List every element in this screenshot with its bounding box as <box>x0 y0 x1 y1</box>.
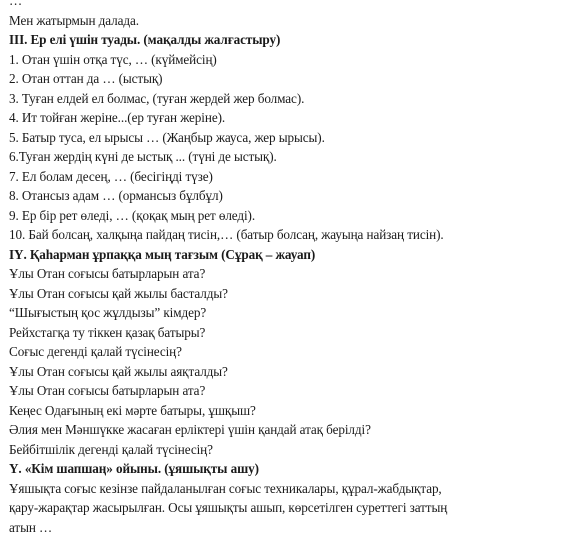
question-item: Кеңес Одағының екі мәрте батыры, ұшқыш? <box>9 401 565 421</box>
proverb-item: 10. Бай болсаң, халқыңа пайдаң тисін,… (батыр болсаң, жауыңа найзаң тисін). <box>9 225 565 245</box>
question-item: Соғыс дегенді қалай түсінесің? <box>9 342 565 362</box>
proverb-item: 3. Туған елдей ел болмас, (туған жердей жер болмас). <box>9 89 565 109</box>
section4-heading: ІҮ. Қаһарман ұрпаққа мың тағзым (Сұрақ – жауап) <box>9 245 565 265</box>
question-item: Ұлы Отан соғысы батырларын ата? <box>9 264 565 284</box>
proverb-item: 7. Ел болам десең, … (бесігіңді түзе) <box>9 167 565 187</box>
question-item: Рейхстагқа ту тіккен қазақ батыры? <box>9 323 565 343</box>
proverb-item: 5. Батыр туса, ел ырысы … (Жаңбыр жауса, жер ырысы). <box>9 128 565 148</box>
question-item: Ұлы Отан соғысы батырларын ата? <box>9 381 565 401</box>
section3-list <box>9 50 565 245</box>
section3-heading: III. Ер елі үшін туады. (мақалды жалғастыру) <box>9 30 565 50</box>
question-item: Әлия мен Мәншүкке жасаған ерліктері үшін қандай атақ берілді? <box>9 420 565 440</box>
question-item: Ұлы Отан соғысы қай жылы басталды? <box>9 284 565 304</box>
proverb-item: 2. Отан оттан да … (ыстық) <box>9 69 565 89</box>
proverb-item: 4. Ит тойған жеріне...(ер туған жеріне). <box>9 108 565 128</box>
question-item: Бейбітшілік дегенді қалай түсінесің? <box>9 440 565 460</box>
proverb-item: 8. Отансыз адам … (ормансыз бұлбұл) <box>9 186 565 206</box>
section5-body-line: Ұяшықта соғыс кезінзе пайдаланылған соғыс техникалары, құрал-жабдықтар, <box>9 479 565 499</box>
section5-heading: Ү. «Кім шапшаң» ойыны. (ұяшықты ашу) <box>9 459 565 479</box>
section5-body-line: атын … <box>9 518 565 537</box>
top-partial-line: … <box>9 0 565 11</box>
proverb-item: 1. Отан үшін отқа түс, … (күймейсің) <box>9 50 565 70</box>
question-item: Ұлы Отан соғысы қай жылы аяқталды? <box>9 362 565 382</box>
proverb-item: 6.Туған жердің күні де ыстық ... (түні де ыстық). <box>9 147 565 167</box>
document-page <box>9 0 565 537</box>
proverb-item: 9. Ер бір рет өледі, … (қоқақ мың рет өледі). <box>9 206 565 226</box>
section5-body-line: қару-жарақтар жасырылған. Осы ұяшықты ашып, көрсетілген суреттегі заттың <box>9 498 565 518</box>
question-item: “Шығыстың қос жұлдызы” кімдер? <box>9 303 565 323</box>
intro-line: Мен жатырмын далада. <box>9 11 565 31</box>
section4-list <box>9 264 565 459</box>
